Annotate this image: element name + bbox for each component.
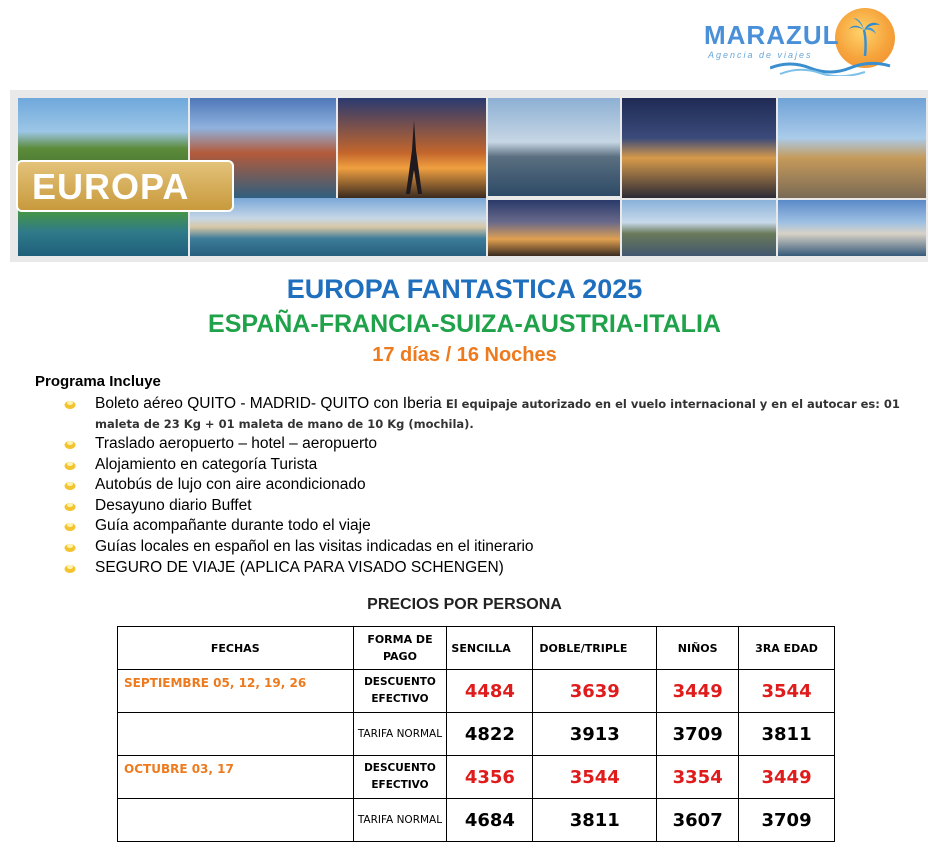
table-row bbox=[118, 799, 835, 842]
table-row bbox=[118, 670, 835, 713]
header-3ra-edad: 3RA EDAD bbox=[739, 627, 835, 670]
price-sencilla: 4684 bbox=[447, 799, 533, 842]
europa-badge-text: EUROPA bbox=[32, 166, 190, 207]
list-item-text: Traslado aeropuerto – hotel – aeropuerto bbox=[95, 435, 378, 452]
price-sencilla: 4484 bbox=[447, 670, 533, 713]
header-forma-pago: FORMA DE PAGO bbox=[353, 627, 447, 670]
list-item-text: Alojamiento en categoría Turista bbox=[95, 455, 318, 473]
list-item bbox=[62, 558, 902, 579]
list-item bbox=[62, 496, 902, 517]
price-doble: 3811 bbox=[533, 799, 657, 842]
bullet-icon bbox=[64, 501, 76, 511]
logo-brand: MARAZUL bbox=[704, 20, 840, 50]
row-date: SEPTIEMBRE 05, 12, 19, 26 bbox=[118, 670, 354, 713]
list-item-text: Desayuno diario Buffet bbox=[95, 496, 252, 514]
price-doble: 3639 bbox=[533, 670, 657, 713]
list-item-text: Boleto aéreo QUITO - MADRID- QUITO con Iberia bbox=[95, 395, 446, 412]
bullet-icon bbox=[64, 542, 76, 552]
photo-brandenburg-night bbox=[488, 200, 620, 256]
bullet-icon bbox=[64, 521, 76, 531]
price-sencilla: 4356 bbox=[447, 756, 533, 799]
list-item-note: El equipaje autorizado en el vuelo internacional y en el autocar es: 01 maleta de 23 Kg + 01 maleta de mano de 10 Kg (mochila). bbox=[95, 397, 900, 431]
includes-title: Programa Incluye bbox=[35, 373, 161, 390]
list-item-text: Autobús de lujo con aire acondicionado bbox=[95, 476, 366, 494]
price-3ra-edad: 3811 bbox=[739, 713, 835, 756]
bullet-icon bbox=[64, 480, 76, 490]
header-sencilla: SENCILLA bbox=[447, 627, 533, 670]
marazul-logo bbox=[700, 6, 900, 76]
price-ninos: 3709 bbox=[657, 713, 739, 756]
bullet-icon bbox=[64, 399, 76, 409]
list-item-text: Guías locales en español en las visitas indicadas en el itinerario bbox=[95, 537, 534, 555]
price-doble: 3544 bbox=[533, 756, 657, 799]
price-sencilla: 4822 bbox=[447, 713, 533, 756]
europe-banner bbox=[10, 90, 928, 262]
list-item bbox=[62, 516, 902, 537]
duration: 17 días / 16 Noches bbox=[372, 344, 557, 366]
list-item bbox=[62, 434, 902, 455]
includes-list bbox=[62, 394, 902, 578]
table-row bbox=[118, 713, 835, 756]
logo-tagline: Agencia de viajes bbox=[708, 50, 813, 60]
row-payment: TARIFA NORMAL bbox=[353, 713, 447, 756]
price-3ra-edad: 3449 bbox=[739, 756, 835, 799]
palm-tree-icon bbox=[848, 16, 882, 56]
header-ninos: NIÑOS bbox=[657, 627, 739, 670]
page-title: EUROPA FANTASTICA 2025 bbox=[286, 274, 643, 304]
list-item bbox=[62, 537, 902, 558]
list-item-text: Guía acompañante durante todo el viaje bbox=[95, 517, 371, 535]
photo-berlin-museum bbox=[622, 98, 776, 198]
photo-brandenburg-gate bbox=[778, 98, 926, 198]
row-payment: DESCUENTO EFECTIVO bbox=[353, 756, 447, 799]
price-3ra-edad: 3709 bbox=[739, 799, 835, 842]
photo-venice bbox=[190, 198, 486, 256]
list-item bbox=[62, 394, 902, 434]
header-doble-triple: DOBLE/TRIPLE bbox=[533, 627, 657, 670]
row-date bbox=[118, 799, 354, 842]
countries-subtitle: ESPAÑA-FRANCIA-SUIZA-AUSTRIA-ITALIA bbox=[208, 310, 721, 338]
price-doble: 3913 bbox=[533, 713, 657, 756]
photo-berlin-river bbox=[622, 200, 776, 256]
table-row bbox=[118, 756, 835, 799]
bullet-icon bbox=[64, 563, 76, 573]
row-payment: DESCUENTO EFECTIVO bbox=[353, 670, 447, 713]
price-ninos: 3354 bbox=[657, 756, 739, 799]
photo-coast bbox=[18, 208, 188, 256]
bullet-icon bbox=[64, 439, 76, 449]
prices-title: PRECIOS POR PERSONA bbox=[367, 596, 562, 613]
price-ninos: 3607 bbox=[657, 799, 739, 842]
bullet-icon bbox=[64, 460, 76, 470]
list-item-text: SEGURO DE VIAJE (APLICA PARA VISADO SCHENGEN) bbox=[95, 558, 504, 576]
prices-table bbox=[117, 626, 835, 842]
header-fechas: FECHAS bbox=[118, 627, 354, 670]
europa-badge bbox=[16, 160, 234, 212]
eiffel-tower-icon bbox=[402, 120, 426, 194]
list-item bbox=[62, 475, 902, 496]
row-date bbox=[118, 713, 354, 756]
list-item bbox=[62, 455, 902, 476]
row-payment: TARIFA NORMAL bbox=[353, 799, 447, 842]
price-3ra-edad: 3544 bbox=[739, 670, 835, 713]
table-header-row bbox=[118, 627, 835, 670]
row-date: OCTUBRE 03, 17 bbox=[118, 756, 354, 799]
photo-helsinki bbox=[778, 200, 926, 256]
wave-icon bbox=[770, 58, 900, 76]
photo-zurich bbox=[488, 98, 620, 196]
price-ninos: 3449 bbox=[657, 670, 739, 713]
